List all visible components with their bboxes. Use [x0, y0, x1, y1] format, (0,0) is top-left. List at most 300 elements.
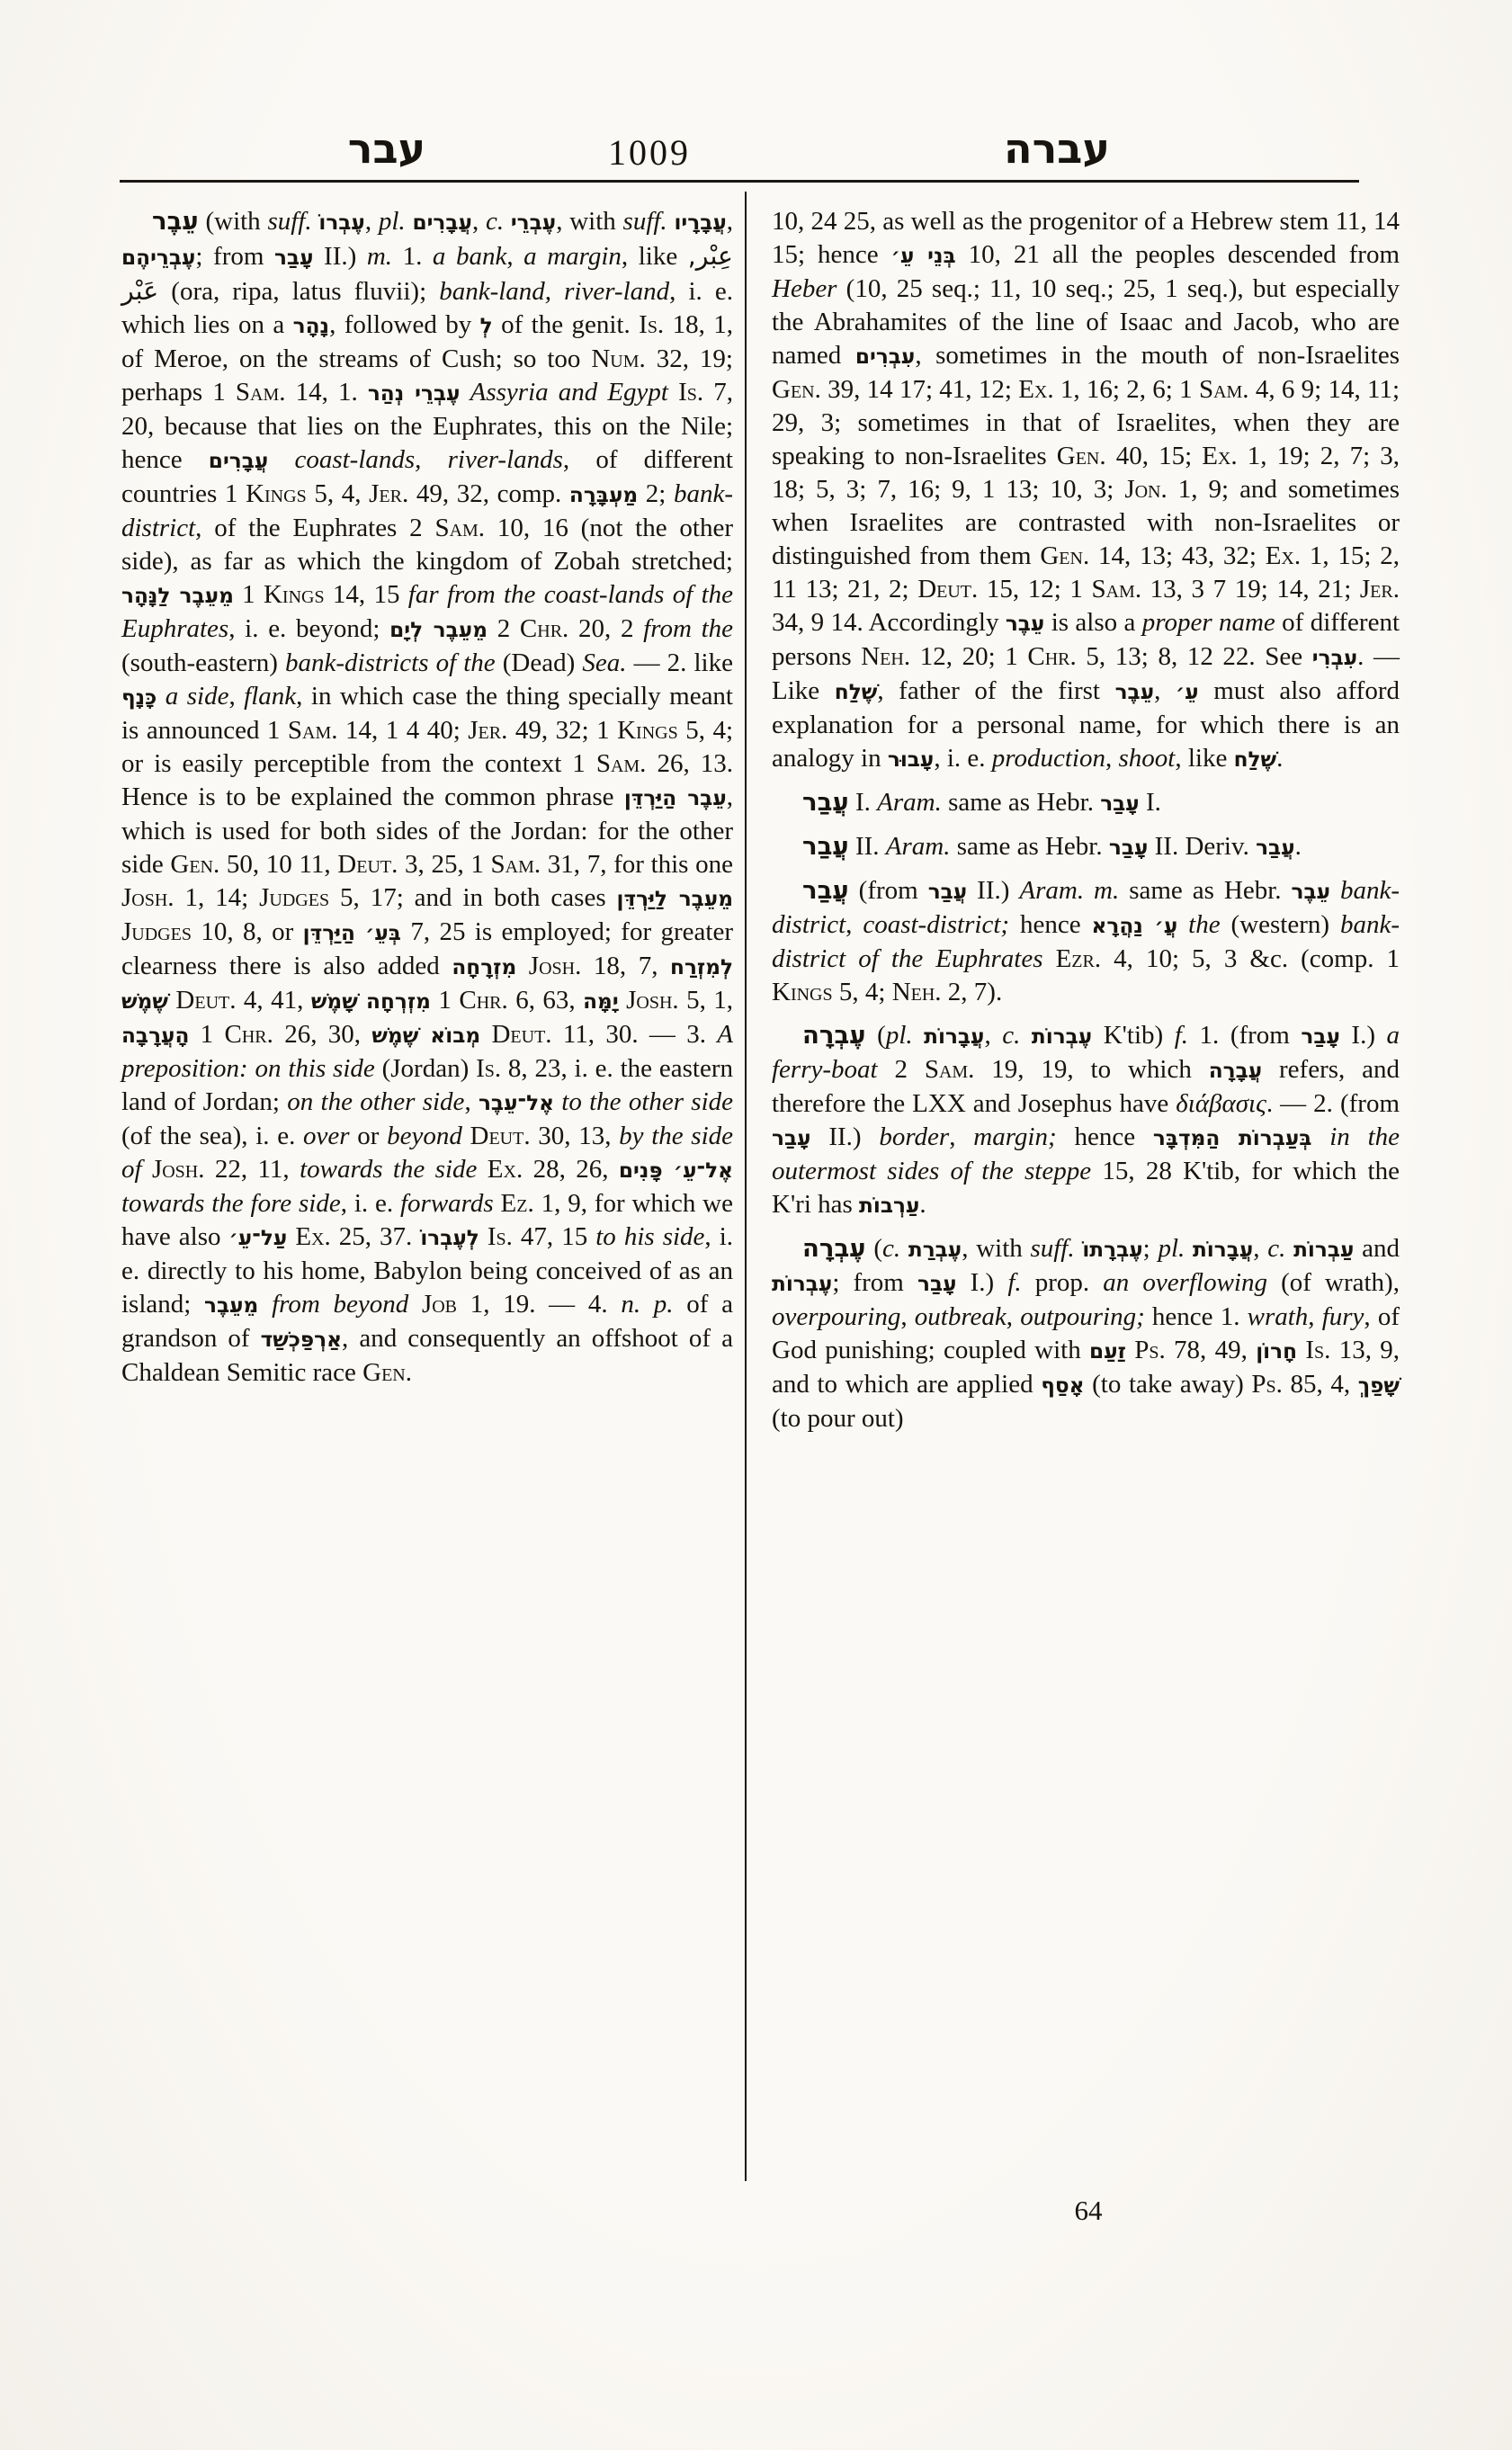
italic-text: to the other side: [561, 1087, 734, 1116]
scripture-reference: Neh.: [891, 978, 942, 1006]
body-text: , sometimes in the mouth of non-Israelites: [915, 341, 1400, 370]
body-text: ,: [949, 1122, 974, 1151]
body-text: 10, 21 all the peoples descended from: [955, 240, 1400, 269]
italic-text: outpouring;: [1020, 1302, 1145, 1331]
body-text: of a grandson of: [121, 1290, 734, 1353]
body-text: , and consequently an offshoot of a Chaldean Semitic race: [121, 1324, 733, 1387]
scripture-reference: Deut.: [337, 850, 398, 879]
hebrew-text: מֵעֵבֶר: [204, 1293, 259, 1318]
body-text: 4, 41,: [236, 986, 311, 1015]
italic-text: overpouring: [772, 1302, 901, 1331]
hebrew-text: עֲבַר: [802, 788, 849, 817]
hebrew-text: מְבוֹא שֶׁמֶשׁ: [371, 1024, 481, 1048]
body-text: [1043, 944, 1056, 973]
italic-text: an overflowing: [1103, 1268, 1267, 1297]
body-text: 15, 12; 1: [978, 575, 1092, 604]
hebrew-text: עָבַר: [1301, 1024, 1340, 1049]
body-text: , of different countries 1: [121, 445, 733, 508]
body-text: 18, 1, of Meroe, on the streams of Cush; so too: [121, 310, 734, 373]
hebrew-text: עָבַר: [273, 246, 314, 270]
italic-text: beyond: [387, 1122, 462, 1150]
italic-text: c.: [882, 1234, 901, 1263]
scripture-reference: Ex.: [1265, 541, 1302, 570]
scripture-reference: Jer.: [468, 716, 508, 745]
italic-text: Aram. m.: [1019, 876, 1120, 905]
body-text: 11, 30. — 3.: [551, 1020, 718, 1049]
body-text: , i. e. directly to his home, Babylon being conceived of as an island;: [121, 1222, 734, 1319]
body-text: 1, 14;: [174, 883, 260, 912]
body-text: I.): [956, 1268, 1008, 1297]
scripture-reference: Josh.: [528, 952, 582, 980]
body-text: 14, 13; 43, 32;: [1089, 541, 1266, 570]
scripture-reference: Sam.: [434, 514, 486, 542]
body-text: [504, 207, 511, 236]
paragraph: [772, 786, 1400, 820]
body-text: 1, 15; 2, 11 13; 21, 2;: [772, 541, 1400, 604]
body-text: 85, 4,: [1282, 1370, 1358, 1399]
italic-text: c.: [1002, 1021, 1021, 1050]
body-text: 1, 19; 2, 7; 3, 18; 5, 3; 7, 16; 9, 1 13; 10, 3;: [772, 442, 1400, 504]
scripture-reference: Chr.: [1027, 642, 1077, 671]
italic-text: f.: [1007, 1268, 1022, 1297]
body-text: 1: [189, 1020, 225, 1049]
hebrew-text: מִזְרְחָה שָׁמֶשׁ: [310, 989, 431, 1014]
hebrew-text: עֲבַר: [927, 880, 968, 904]
scripture-reference: Kings: [263, 580, 325, 609]
hebrew-text: עֶבְרוֹ: [318, 210, 365, 235]
italic-text: towards the fore side: [121, 1189, 341, 1218]
hebrew-text: שֶׁלַח: [834, 680, 878, 704]
italic-text: Assyria and Egypt: [470, 378, 668, 407]
hebrew-text: מֵעֵבֶר לְיָם: [389, 618, 488, 642]
italic-text: far from the coast-lands of the Euphrates: [121, 580, 734, 643]
scripture-reference: Jer.: [1359, 575, 1400, 604]
body-text: 1. (from: [1188, 1021, 1302, 1050]
italic-text: from beyond: [272, 1290, 409, 1319]
scripture-reference: Judges: [259, 883, 330, 912]
body-text: K'tib): [1092, 1021, 1175, 1050]
scripture-reference: Sam.: [595, 749, 647, 778]
body-text: ,: [228, 682, 245, 711]
italic-text: Aram.: [885, 832, 951, 861]
italic-text: production: [991, 744, 1105, 773]
body-text: 2;: [638, 479, 674, 508]
hebrew-text: עָבַר: [772, 1126, 811, 1150]
body-text: hence: [1056, 1122, 1153, 1151]
body-text: refers, and therefore the LXX and Josephus have: [772, 1055, 1400, 1118]
body-text: I.: [848, 788, 878, 817]
body-text: 50, 10 11,: [219, 850, 338, 879]
hebrew-text: עֲבָרִים: [208, 449, 269, 473]
body-text: ,: [726, 207, 734, 236]
body-text: .: [1276, 744, 1284, 773]
scripture-reference: Gen.: [170, 850, 220, 879]
body-text: of the genit.: [492, 310, 640, 339]
hebrew-text: נָהָר: [292, 314, 330, 338]
body-text: , i. e.: [934, 744, 992, 773]
body-text: same as Hebr.: [941, 788, 1101, 817]
hebrew-text: עֲבָרוֹת: [924, 1024, 985, 1049]
running-header-right-word: עברה: [1004, 124, 1110, 173]
body-text: 7, 20, because that lies on the Euphrates, this on the Nile; hence: [121, 378, 733, 474]
body-text: same as Hebr.: [950, 832, 1109, 861]
body-text: [287, 1222, 295, 1251]
body-text: 7, 25 is employed; for greater clearness there is also added: [121, 917, 733, 980]
scripture-reference: Ps.: [1134, 1336, 1166, 1364]
hebrew-text: שָׁפַךְ: [1357, 1373, 1400, 1398]
body-text: [1020, 1021, 1032, 1050]
hebrew-text: עֶבְרַת: [908, 1238, 962, 1262]
body-text: (10, 25 seq.; 11, 10 seq.; 25, 1 seq.), but especially the Abrahamites of the line of Isaac and Jacob, who are named: [772, 274, 1400, 370]
page-number: 1009: [608, 132, 691, 173]
paragraph: [772, 874, 1400, 1009]
scripture-reference: Ezr.: [1055, 944, 1102, 973]
hebrew-text: עֶבְרֵי: [510, 210, 557, 235]
italic-text: A preposition: on this side: [121, 1020, 734, 1083]
body-text: (: [865, 1021, 886, 1050]
hebrew-text: עַרְבוֹת: [859, 1194, 920, 1218]
body-text: 10, 24 25, as well as the progenitor of a Hebrew stem 11, 14 15; hence: [772, 207, 1400, 269]
scripture-reference: Neh.: [861, 642, 911, 671]
body-text: 39, 14 17; 41, 12;: [820, 375, 1019, 404]
column-divider: [745, 192, 747, 2181]
hebrew-text: אַרְפַּכְשַׁד: [260, 1328, 343, 1352]
hebrew-text: עֵ׳: [1175, 680, 1199, 704]
body-text: ,: [984, 1021, 1003, 1050]
italic-text: from the: [643, 614, 734, 643]
body-text: ,: [1154, 676, 1176, 705]
hebrew-text: מֵעֵבֶר לַנָּהָר: [121, 584, 234, 608]
body-text: 40, 15;: [1105, 442, 1203, 470]
body-text: 10, 8, or: [191, 917, 303, 946]
column-right: [772, 205, 1400, 1435]
body-text: I.): [1339, 1021, 1387, 1050]
body-text: (to take away): [1084, 1370, 1252, 1399]
scripture-reference: Sam.: [1198, 375, 1249, 404]
hebrew-text: שֶׁלַח: [1233, 747, 1277, 772]
italic-text: flank: [244, 682, 297, 711]
italic-text: pl.: [1158, 1234, 1185, 1263]
hebrew-text: עָבוּר: [887, 747, 935, 772]
hebrew-text: עֶבְרָה: [802, 1021, 866, 1050]
body-text: [668, 378, 678, 407]
body-text: , of God punishing; coupled with: [772, 1302, 1400, 1364]
italic-text: bank-districts of the: [285, 648, 496, 677]
italic-text: suff.: [622, 207, 667, 236]
body-text: 10, 16 (not the other side), as far as which the kingdom of Zobah stretched;: [121, 514, 733, 576]
body-text: must also afford explanation for a personal name, for which there is an analogy in: [772, 676, 1400, 773]
body-text: , i. e. which lies on a: [121, 277, 734, 339]
body-text: [516, 952, 529, 980]
body-text: , i. e.: [340, 1189, 400, 1218]
body-text: [1311, 1122, 1329, 1151]
body-text: 49, 32; 1: [507, 716, 618, 745]
italic-text: pl.: [378, 207, 406, 236]
paragraph: [772, 830, 1400, 864]
body-text: [494, 1189, 501, 1218]
body-text: 1, 16; 2, 6; 1: [1053, 375, 1199, 404]
italic-text: fury: [1321, 1302, 1364, 1331]
body-text: 3, 25, 1: [398, 850, 491, 879]
body-text: ; from: [832, 1268, 917, 1297]
italic-text: a bank: [432, 242, 507, 271]
italic-text: coast-lands, river-lands: [294, 445, 563, 474]
hebrew-text: לְמִזְרַח שֶׁמֶשׁ: [121, 955, 734, 1014]
hebrew-text: חָרוֹן: [1256, 1339, 1298, 1364]
body-text: ,: [1253, 1234, 1268, 1263]
body-text: , which is used for both sides of the Jordan: for the other side: [121, 782, 733, 879]
body-text: [900, 1234, 908, 1263]
scripture-reference: Gen.: [1056, 442, 1106, 470]
body-text: (western): [1220, 910, 1340, 939]
scripture-reference: Sam.: [235, 378, 286, 407]
hebrew-text: מֵעֵבֶר לַיַּרְדֵּן: [616, 887, 733, 911]
italic-text: n. p.: [621, 1290, 674, 1319]
hebrew-text: הָעֲרָבָה: [121, 1024, 190, 1048]
body-text: 25, 37.: [330, 1222, 421, 1251]
body-text: [1285, 1234, 1293, 1263]
scripture-reference: Deut.: [917, 575, 979, 604]
body-text: ,: [471, 207, 486, 236]
body-text: 5, 1,: [678, 986, 734, 1015]
scripture-reference: Chr.: [224, 1020, 273, 1049]
body-text: and: [1354, 1234, 1400, 1263]
body-text: hence 1.: [1144, 1302, 1248, 1331]
hebrew-text: עֲבַר: [802, 876, 849, 905]
body-text: 32, 19; perhaps 1: [121, 344, 733, 407]
hebrew-text: יָמָּה: [583, 989, 619, 1014]
body-text: [480, 1020, 491, 1049]
body-text: , i. e. beyond;: [228, 614, 390, 643]
body-text: 5, 4;: [832, 978, 892, 1006]
hebrew-text: מִזְרָחָה: [452, 955, 517, 979]
scripture-reference: Deut.: [491, 1020, 552, 1049]
body-text: 5, 4,: [306, 479, 370, 508]
signature-mark: 64: [1074, 2195, 1103, 2226]
italic-text: over: [303, 1122, 350, 1150]
scripture-reference: Jer.: [369, 479, 409, 508]
body-text: , like: [621, 242, 688, 271]
scripture-reference: Jon.: [1124, 475, 1168, 504]
body-text: (of the sea), i. e.: [121, 1122, 304, 1150]
body-text: . — Like: [772, 642, 1400, 705]
arabic-text: عِبْر, عَبْر: [121, 241, 734, 306]
scripture-reference: Josh.: [151, 1155, 205, 1184]
body-text: 1: [233, 580, 264, 609]
header-rule: [120, 180, 1359, 183]
scripture-reference: Kings: [772, 978, 833, 1006]
body-text: , followed by: [329, 310, 480, 339]
hebrew-text: עֶבְרוֹת: [772, 1272, 833, 1296]
body-text: ; from: [195, 242, 274, 271]
scripture-reference: Ex.: [295, 1222, 331, 1251]
body-text: ,: [1105, 744, 1119, 773]
body-text: 1, 19. — 4.: [457, 1290, 622, 1319]
body-text: , father of the first: [877, 676, 1115, 705]
hebrew-text: אֶל־עֵ׳ פָּנִים: [618, 1158, 734, 1183]
body-text: , like: [1175, 744, 1234, 773]
body-text: ,: [1308, 1302, 1322, 1331]
body-text: (Jordan): [374, 1054, 477, 1083]
body-text: ,: [1006, 1302, 1021, 1331]
italic-text: Aram.: [877, 788, 942, 817]
scripture-reference: Ez.: [500, 1189, 534, 1218]
hebrew-text: עֶבְרוֹת: [1031, 1024, 1093, 1049]
column-left: [121, 205, 733, 1390]
hebrew-text: בְּנֵי עֵ׳: [890, 244, 956, 268]
body-text: 1, 9, for which we have also: [121, 1189, 733, 1251]
body-text: [479, 1222, 488, 1251]
scripture-reference: Ex.: [487, 1155, 523, 1184]
body-text: 5, 17; and in both cases: [329, 883, 617, 912]
body-text: hence: [1009, 910, 1092, 939]
body-text: ,: [900, 1302, 915, 1331]
body-text: 78, 49,: [1165, 1336, 1257, 1364]
body-text: same as Hebr.: [1119, 876, 1292, 905]
scripture-reference: Deut.: [175, 986, 237, 1015]
body-text: of different persons: [772, 608, 1400, 671]
body-text: , with: [556, 207, 623, 236]
hebrew-text: עֵבֶר: [1291, 880, 1330, 904]
body-text: .: [919, 1190, 926, 1219]
body-text: 19, 19, to which: [974, 1055, 1209, 1084]
scripture-reference: Josh.: [121, 883, 174, 912]
hebrew-text: עֵבֶר הַיַּרְדֵּן: [623, 786, 727, 810]
body-text: [408, 1290, 422, 1319]
hebrew-text: עִבְרִי: [1311, 646, 1358, 670]
scripture-reference: Josh.: [626, 986, 679, 1015]
body-text: [1177, 910, 1188, 939]
body-text: 2, 7).: [941, 978, 1003, 1006]
hebrew-text: עֲבַר: [1256, 836, 1295, 860]
scripture-reference: Deut.: [470, 1122, 531, 1150]
italic-text: a ferry-boat: [772, 1021, 1400, 1084]
italic-text: towards the side: [300, 1155, 478, 1184]
italic-text: c.: [485, 207, 505, 236]
scripture-reference: Ps.: [1251, 1370, 1283, 1399]
paragraph: [121, 205, 733, 1390]
body-text: 1, 9; and sometimes when Israelites are contrasted with non-Israelites or distinguished from them: [772, 475, 1400, 570]
hebrew-text: לְעֶבְרוֹ: [420, 1226, 479, 1250]
italic-text: in the outermost sides of the steppe: [772, 1122, 1400, 1185]
body-text: II.): [810, 1122, 880, 1151]
body-text: I.: [1139, 788, 1161, 817]
running-header-left-word: עבר: [347, 124, 426, 173]
italic-text: suff.: [1030, 1234, 1075, 1263]
hebrew-text: עִבְרִים: [854, 344, 916, 369]
scripture-reference: Sam.: [924, 1055, 975, 1084]
paragraph: [772, 1232, 1400, 1435]
body-text: 13, 9, and to which are applied: [772, 1336, 1400, 1399]
body-text: 14, 1.: [285, 378, 368, 407]
hebrew-text: עֶבְרָתוֹ: [1082, 1238, 1143, 1262]
body-text: 5, 4; or is easily perceptible from the context 1: [121, 716, 734, 778]
scripture-reference: Sam.: [1091, 575, 1142, 604]
italic-text: bank-district: [772, 876, 1400, 939]
body-text: , of the Euphrates 2: [195, 514, 435, 542]
body-text: 14, 1 4 40;: [337, 716, 469, 745]
body-text: 5, 13; 8, 12 22. See: [1076, 642, 1312, 671]
scripture-reference: Is.: [639, 310, 665, 339]
body-text: 2: [487, 614, 520, 643]
body-text: [1126, 1336, 1134, 1364]
body-text: [462, 1122, 470, 1150]
hebrew-text: מַעְבָּרָה: [568, 483, 639, 507]
body-text: [913, 1021, 925, 1050]
body-text: 13, 3 7 19; 14, 21;: [1141, 575, 1360, 604]
scripture-reference: Gen.: [772, 375, 821, 404]
body-text: [619, 986, 626, 1015]
hebrew-text: עֲבָרָה: [1208, 1059, 1263, 1083]
body-text: 18, 7,: [581, 952, 671, 980]
hebrew-text: זַעַם: [1089, 1339, 1126, 1364]
body-text: [1330, 876, 1340, 905]
scripture-reference: Gen.: [362, 1358, 412, 1387]
scripture-reference: Kings: [617, 716, 678, 745]
italic-text: by the side of: [121, 1122, 734, 1184]
body-text: [268, 445, 294, 474]
body-text: 2: [877, 1055, 925, 1084]
body-text: 15, 28 K'tib, for which the K'ri has: [772, 1157, 1400, 1219]
italic-text: a side: [165, 682, 229, 711]
hebrew-text: בְּעֵ׳ הַיַּרְדֵּן: [302, 921, 401, 945]
italic-text: pl.: [885, 1021, 913, 1050]
body-text: ,: [364, 207, 379, 236]
body-text: 14, 15: [324, 580, 408, 609]
italic-text: outbreak: [914, 1302, 1007, 1331]
italic-text: c.: [1267, 1234, 1286, 1263]
body-text: 1: [430, 986, 460, 1015]
italic-text: Sea.: [582, 648, 627, 677]
hebrew-text: עֲבָרָיו: [674, 210, 727, 235]
italic-text: bank-district: [121, 479, 734, 542]
italic-text: margin;: [973, 1122, 1057, 1151]
body-text: 49, 32, comp.: [408, 479, 569, 508]
scripture-reference: Sam.: [287, 716, 338, 745]
italic-text: wrath: [1247, 1302, 1309, 1331]
body-text: [1297, 1336, 1305, 1364]
scripture-reference: Is.: [487, 1222, 513, 1251]
body-text: (to pour out): [772, 1404, 904, 1433]
body-text: [142, 1155, 152, 1184]
body-text: , with: [962, 1234, 1031, 1263]
italic-text: m.: [366, 242, 393, 271]
scripture-reference: Is.: [678, 378, 704, 407]
italic-text: bank-land, river-land: [439, 277, 670, 306]
scripture-reference: Chr.: [519, 614, 569, 643]
hebrew-text: עֲבָרוֹת: [1192, 1238, 1254, 1262]
body-text: 6, 63,: [507, 986, 584, 1015]
scripture-reference: Ex.: [1202, 442, 1238, 470]
hebrew-text: כָּנָף: [121, 685, 157, 710]
body-text: is also a: [1044, 608, 1142, 637]
body-text: (south-eastern): [121, 648, 286, 677]
body-text: ;: [1142, 1234, 1159, 1263]
body-text: (: [865, 1234, 883, 1263]
italic-text: border: [879, 1122, 950, 1151]
body-text: 26, 13. Hence is to be explained the common phrase: [121, 749, 733, 811]
italic-text: on the other side: [287, 1087, 465, 1116]
italic-text: a margin: [523, 242, 622, 271]
hebrew-text: עֲבָרִים: [412, 210, 472, 235]
hebrew-text: עֶבְרֵי נְהַר: [367, 381, 461, 406]
hebrew-text: עֵבֶר: [152, 207, 199, 236]
body-text: (with: [198, 207, 268, 236]
body-text: [461, 378, 470, 407]
body-text: II.): [313, 242, 367, 271]
hebrew-text: עֵבֶר: [1005, 612, 1045, 636]
body-text: 28, 26,: [523, 1155, 619, 1184]
